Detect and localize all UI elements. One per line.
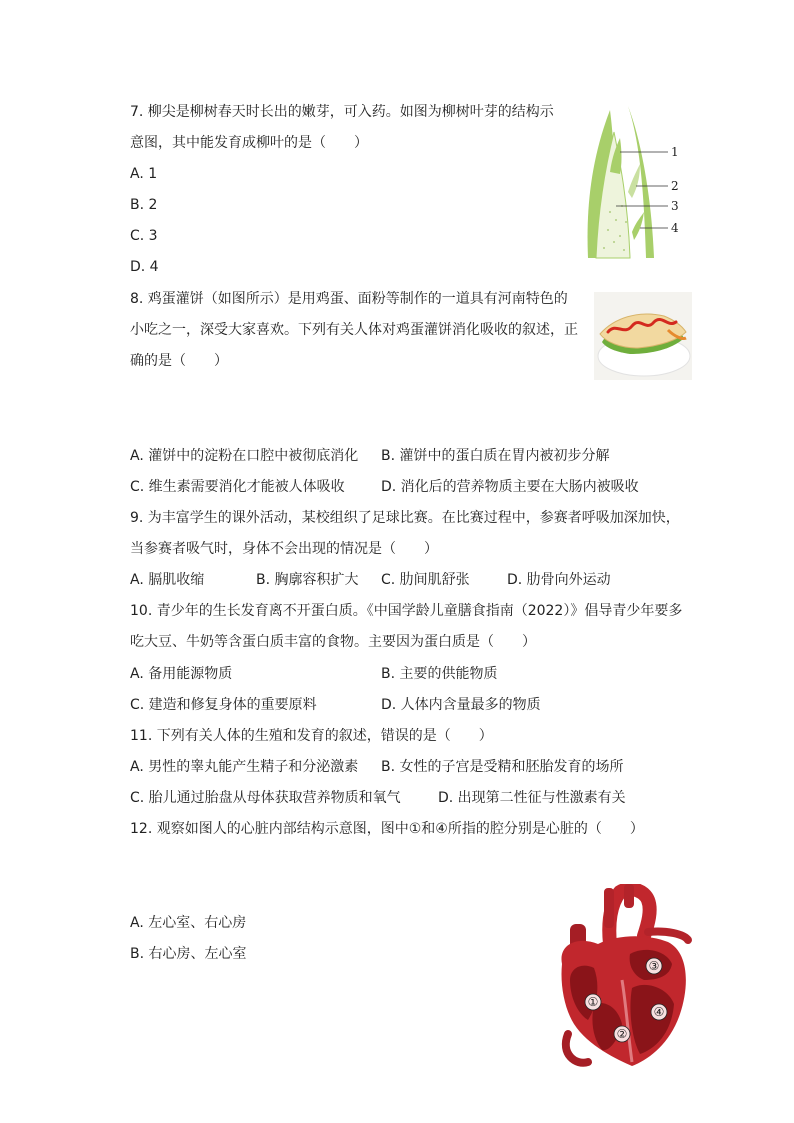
bud-label-3: 3 [671, 199, 679, 213]
q9-stem-line1: 9. 为丰富学生的课外活动，某校组织了足球比赛。在比赛过程中，参赛者呼吸加深加快， [130, 510, 680, 526]
q9-option-c: C. 肋间肌舒张 [381, 572, 470, 588]
q9-option-b: B. 胸廓容积扩大 [256, 572, 359, 588]
q9-option-a: A. 膈肌收缩 [130, 572, 205, 588]
bud-label-1: 1 [671, 145, 679, 159]
q10-stem-line2: 吃大豆、牛奶等含蛋白质丰富的食物。主要因为蛋白质是（ ） [130, 634, 536, 650]
q7-option-b: B. 2 [130, 197, 158, 213]
heart-label-2: ② [616, 1027, 628, 1041]
q10-option-d: D. 人体内含量最多的物质 [381, 697, 541, 713]
q8-option-d: D. 消化后的营养物质主要在大肠内被吸收 [381, 479, 639, 495]
q11-option-b: B. 女性的子宫是受精和胚胎发育的场所 [381, 759, 624, 775]
bud-leaf-primordium [628, 164, 640, 198]
left-ventricle [630, 985, 674, 1054]
q11-option-c: C. 胎儿通过胎盘从母体获取营养物质和氧气 [130, 790, 401, 806]
q10-stem-line1: 10. 青少年的生长发育离不开蛋白质。《中国学龄儿童膳食指南（2022）》倡导青少年要多 [130, 603, 683, 619]
q8-option-b: B. 灌饼中的蛋白质在胃内被初步分解 [381, 448, 610, 464]
q12-option-b: B. 右心房、左心室 [130, 946, 247, 962]
bud-label-2: 2 [671, 179, 679, 193]
q8-option-c: C. 维生素需要消化才能被人体吸收 [130, 479, 345, 495]
egg-pancake-photo [594, 292, 692, 380]
q8-stem-line1: 8. 鸡蛋灌饼（如图所示）是用鸡蛋、面粉等制作的一道具有河南特色的 [130, 291, 568, 307]
q7-option-d: D. 4 [130, 259, 159, 275]
heart-label-4: ④ [653, 1005, 665, 1019]
vessel-2 [624, 884, 634, 908]
vessel-1 [604, 888, 614, 928]
bud-axillary [632, 212, 644, 240]
q7-stem-line2: 意图，其中能发育成柳叶的是（ ） [130, 135, 368, 151]
heart-diagram [548, 884, 694, 1068]
q10-option-c: C. 建造和修复身体的重要原料 [130, 697, 317, 713]
q9-option-d: D. 肋骨向外运动 [507, 572, 611, 588]
q8-stem-line3: 确的是（ ） [130, 353, 228, 369]
inferior-vena-cava [566, 1034, 588, 1063]
q11-stem-line1: 11. 下列有关人体的生殖和发育的叙述，错误的是（ ） [130, 728, 493, 744]
q12-option-a: A. 左心室、右心房 [130, 915, 247, 931]
heart-label-1: ① [587, 995, 599, 1009]
q8-stem-line2: 小吃之一，深受大家喜欢。下列有关人体对鸡蛋灌饼消化吸收的叙述，正 [130, 322, 578, 338]
q10-option-b: B. 主要的供能物质 [381, 666, 498, 682]
q11-option-d: D. 出现第二性征与性激素有关 [438, 790, 626, 806]
heart-label-3: ③ [648, 959, 660, 973]
q7-option-c: C. 3 [130, 228, 158, 244]
bud-label-4: 4 [671, 221, 679, 235]
q10-option-a: A. 备用能源物质 [130, 666, 233, 682]
willow-bud-diagram [580, 102, 695, 260]
q8-option-a: A. 灌饼中的淀粉在口腔中被彻底消化 [130, 448, 359, 464]
q11-option-a: A. 男性的睾丸能产生精子和分泌激素 [130, 759, 359, 775]
q9-stem-line2: 当参赛者吸气时，身体不会出现的情况是（ ） [130, 541, 438, 557]
q12-stem-line1: 12. 观察如图人的心脏内部结构示意图，图中①和④所指的腔分别是心脏的（ ） [130, 821, 644, 837]
q7-option-a: A. 1 [130, 166, 158, 182]
q7-stem-line1: 7. 柳尖是柳树春天时长出的嫩芽，可入药。如图为柳树叶芽的结构示 [130, 104, 554, 120]
